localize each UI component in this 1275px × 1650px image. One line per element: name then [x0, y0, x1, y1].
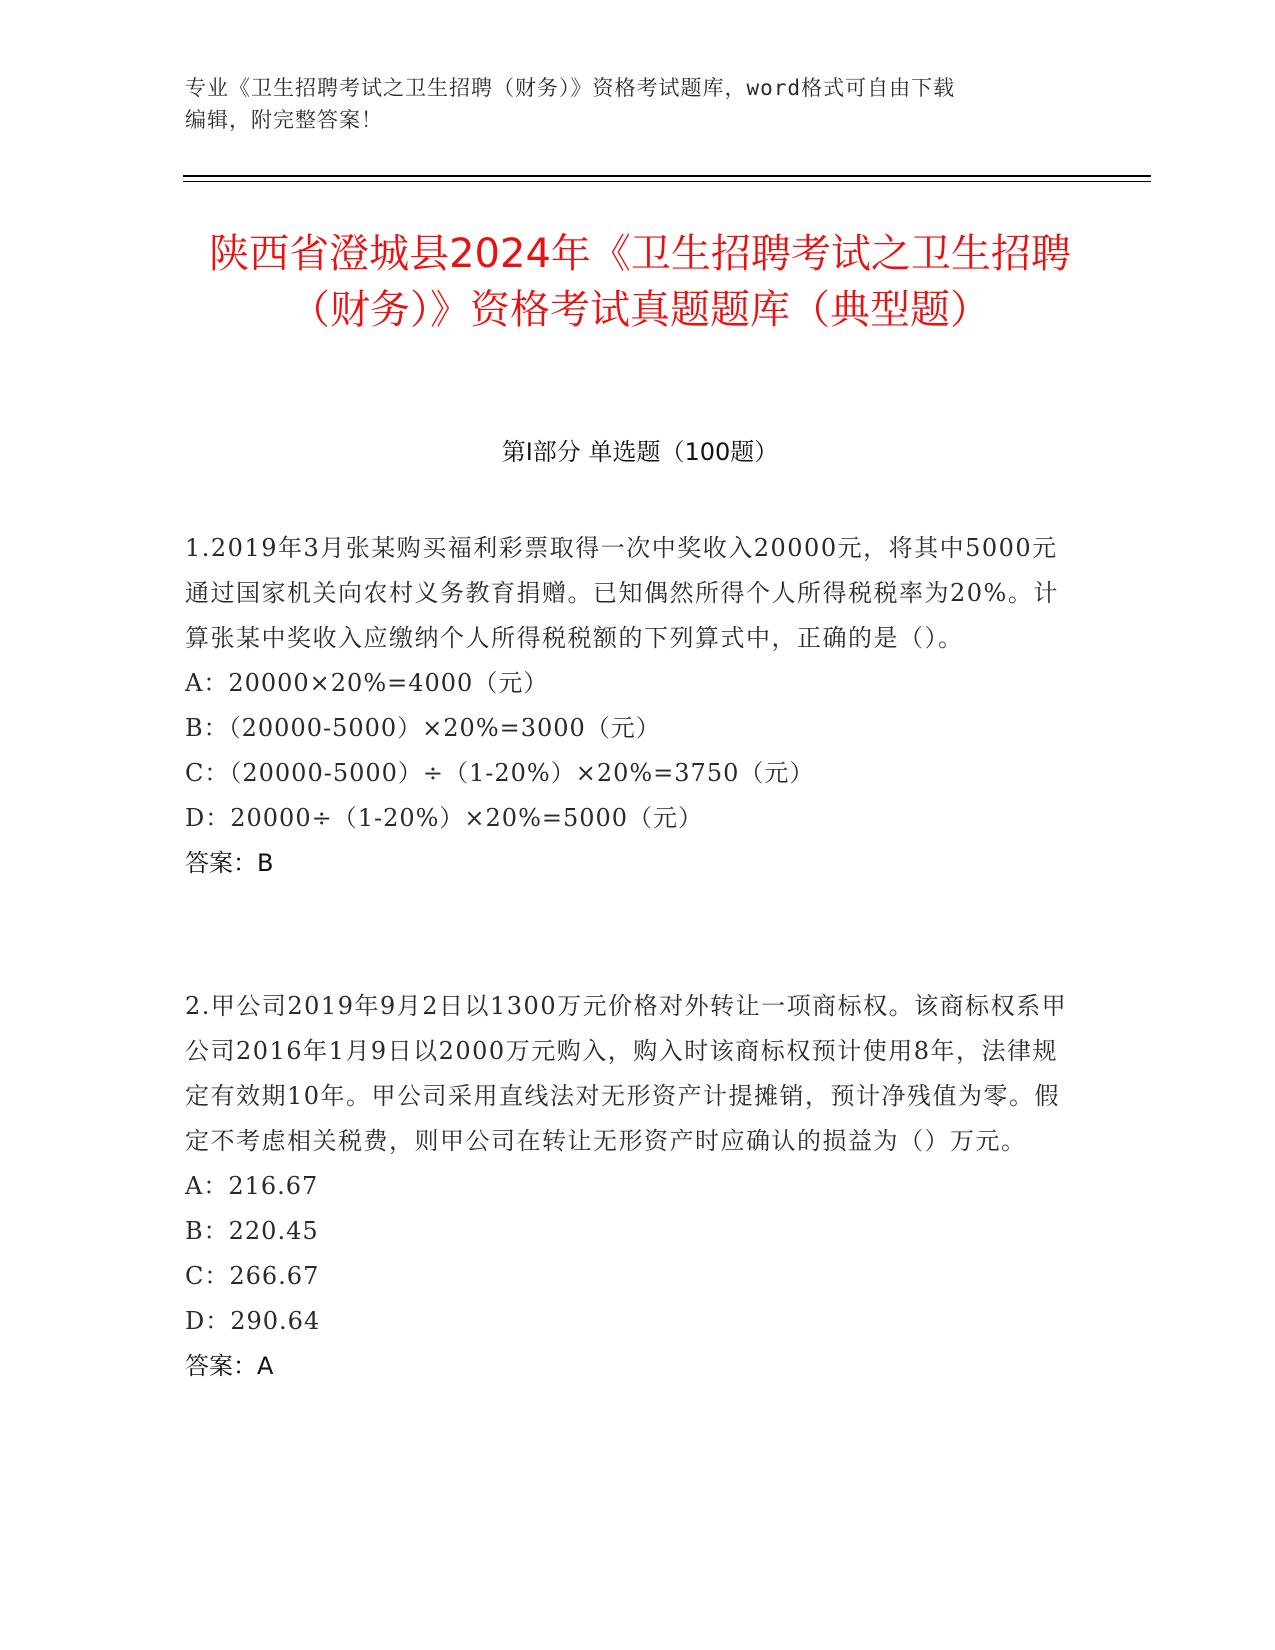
option-a: A：216.67 [185, 1172, 319, 1200]
option-d: D：290.64 [185, 1307, 321, 1335]
option-b: B：220.45 [185, 1217, 319, 1245]
header-divider-thick [183, 175, 1151, 177]
option-a: A：20000×20%=4000（元） [185, 669, 549, 697]
document-title: 陕西省澄城县2024年《卫生招聘考试之卫生招聘（财务）》资格考试真题题库（典型题） [209, 231, 1071, 333]
header-line-1: 专业《卫生招聘考试之卫生招聘（财务）》资格考试题库，word格式可自由下载 [185, 76, 956, 100]
question-stem: 1.2019年3月张某购买福利彩票取得一次中奖收入20000元，将其中5000元通过国家机关向农村义务教育捐赠。已知偶然所得个人所得税税率为20%。计算张某中奖收入应缴纳个人所得税税额的下列算式中，正确的是（）。 [185, 534, 1059, 652]
page-header [185, 72, 1085, 136]
option-b: B：（20000-5000）×20%=3000（元） [185, 714, 661, 742]
answer: 答案：B [185, 849, 274, 877]
answer: 答案：A [185, 1352, 274, 1380]
option-c: C：266.67 [185, 1262, 320, 1290]
option-d: D：20000÷（1-20%）×20%=5000（元） [185, 804, 704, 832]
option-c: C：（20000-5000）÷（1-20%）×20%=3750（元） [185, 759, 815, 787]
question-2 [185, 984, 1075, 1389]
question-1 [185, 526, 1075, 886]
question-stem: 2.甲公司2019年9月2日以1300万元价格对外转让一项商标权。该商标权系甲公司2016年1月9日以2000万元购入，购入时该商标权预计使用8年，法律规定有效期10年。甲公司采用直线法对无形资产计提摊销，预计净残值为零。假定不考虑相关税费，则甲公司在转让无形资产时应确认的损益为（）万元。 [185, 992, 1068, 1155]
header-line-2: 编辑，附完整答案！ [185, 108, 383, 132]
header-divider-thin [183, 181, 1151, 182]
section-heading: 第I部分 单选题（100题） [501, 438, 779, 466]
